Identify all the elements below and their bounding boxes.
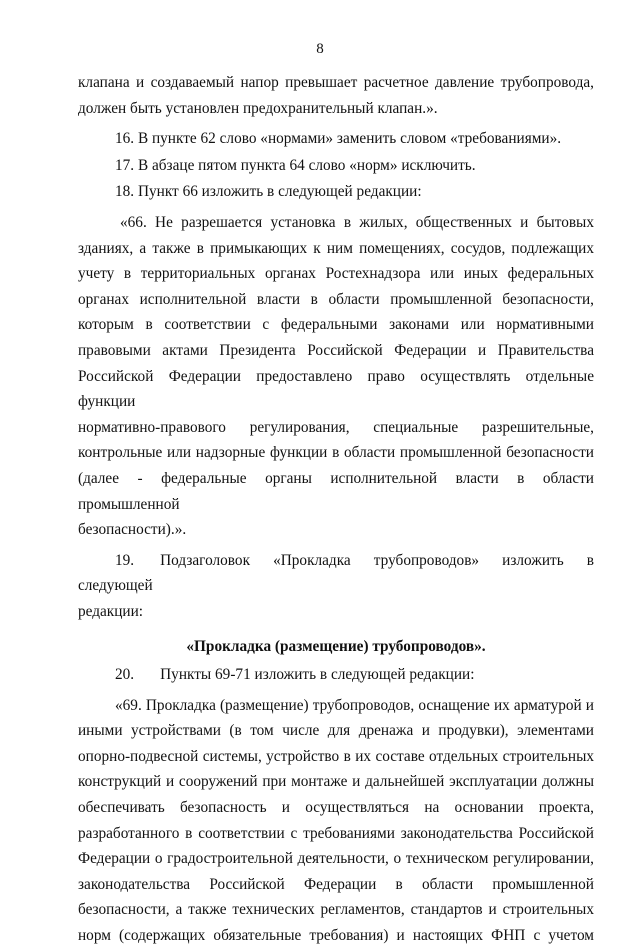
text-line: обеспечивать безопасность и осуществляться на основании проекта, <box>78 799 594 817</box>
document-body <box>78 70 594 949</box>
text-line: (далее - федеральные органы исполнительной власти в области промышленной <box>78 469 594 513</box>
text-line: учету в территориальных органах Ростехнадзора или иных федеральных <box>78 265 594 283</box>
item-16: 16. В пункте 62 слово «нормами» заменить словом «требованиями». <box>115 130 562 148</box>
text-line: безопасности, а также технических регламентов, стандартов и строительных <box>78 901 594 919</box>
text-line: «69. Прокладка (размещение) трубопроводов, оснащение их арматурой и <box>115 696 594 714</box>
text-line: норм (содержащих обязательные требования) и настоящих ФНП с учетом <box>78 927 594 944</box>
text-line: клапана и создаваемый напор превышает расчетное давление трубопровода, <box>78 74 594 91</box>
item-text: Пункты 69-71 изложить в следующей редакции: <box>160 666 475 684</box>
text-line: законодательства Российской Федерации в области промышленной <box>78 875 594 893</box>
text-line: конструкций и сооружений при монтаже и дальнейшей эксплуатации должны <box>78 773 594 791</box>
page-number: 8 <box>316 41 324 57</box>
text-line: контрольные или надзорные функции в области промышленной безопасности <box>78 444 594 462</box>
text-line: опорно-подвесной системы, устройство в их составе отдельных строительных <box>78 747 594 765</box>
item-text: Подзаголовок «Прокладка трубопроводов» изложить в следующей <box>78 551 594 595</box>
item-20 <box>78 662 594 688</box>
item-17: 17. В абзаце пятом пункта 64 слово «норм» исключить. <box>115 156 476 174</box>
text-line: правовыми актами Президента Российской Федерации и Правительства <box>78 341 594 359</box>
item-19 <box>78 548 594 625</box>
text-line: зданиях, а также в примыкающих к ним помещениях, сосудов, подлежащих <box>78 239 594 257</box>
text-line: разработанного в соответствии с требованиями законодательства Российской <box>78 824 594 842</box>
text-line <box>78 548 594 599</box>
clause-69 <box>78 693 594 949</box>
text-line: которым в соответствии с федеральными законами или нормативными <box>78 316 594 334</box>
text-line: Российской Федерации предоставлено право осуществлять отдельные функции <box>78 367 594 411</box>
text-line: «66. Не разрешается установка в жилых, общественных и бытовых <box>120 213 594 231</box>
text-line: должен быть установлен предохранительный клапан.». <box>78 99 438 117</box>
text-line: редакции: <box>78 602 144 620</box>
section-heading: «Прокладка (размещение) трубопроводов». <box>186 638 486 656</box>
text-line: Федерации о градостроительной деятельности, о техническом регулировании, <box>78 850 594 868</box>
text-line: иными устройствами (в том числе для дренажа и продувки), элементами <box>78 722 594 740</box>
item-number: 19. <box>115 551 135 569</box>
clause-66 <box>78 210 594 543</box>
item-number: 20. <box>115 666 135 684</box>
text-line: органах исполнительной власти в области промышленной безопасности, <box>78 290 594 308</box>
item-18: 18. Пункт 66 изложить в следующей редакции: <box>115 183 422 201</box>
text-line: нормативно-правового регулирования, специальные разрешительные, <box>78 418 594 436</box>
text-line: безопасности).». <box>78 521 187 539</box>
